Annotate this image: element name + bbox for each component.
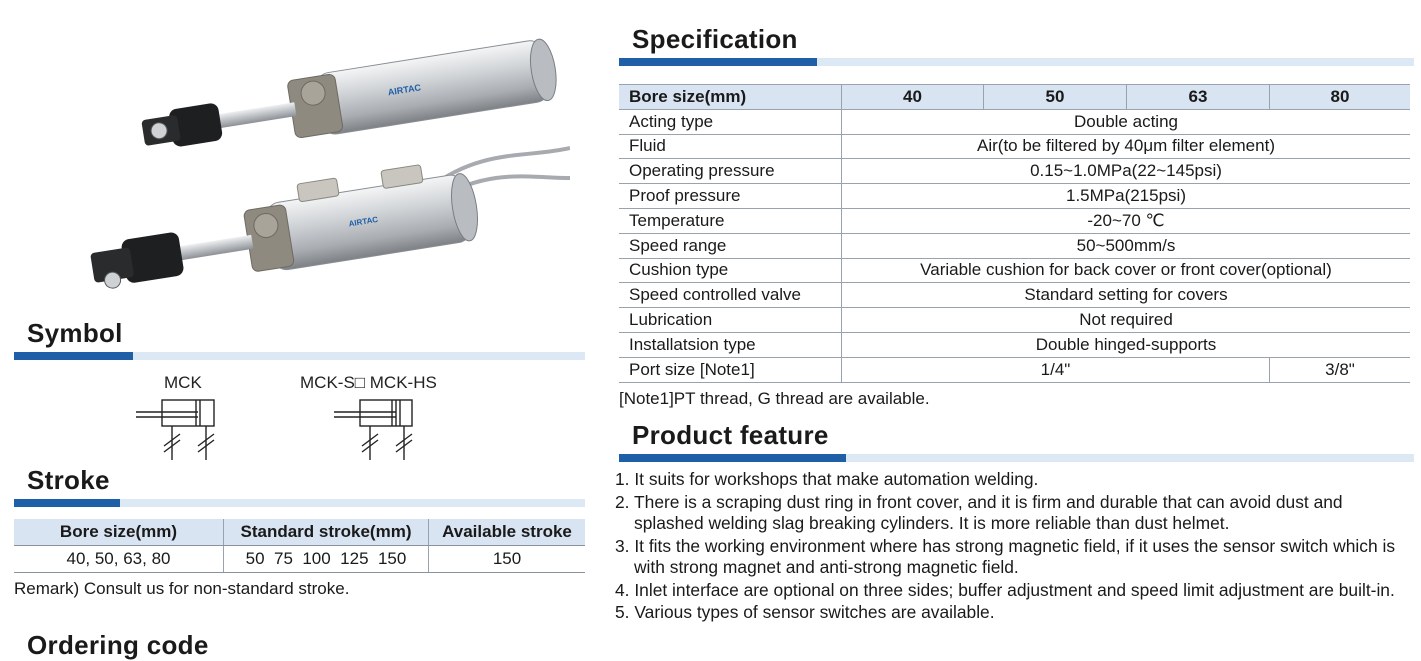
symbol-diagram-mck-s-hs	[334, 398, 420, 464]
stroke-header-standard: Standard stroke(mm)	[224, 519, 429, 546]
table-row	[619, 109, 1410, 134]
table-row	[619, 134, 1410, 159]
svg-text:AIRTAC: AIRTAC	[347, 214, 379, 229]
stroke-header-available: Available stroke	[429, 519, 586, 546]
table-row	[619, 332, 1410, 357]
spec-header-63: 63	[1127, 85, 1270, 110]
spec-header-bore: Bore size(mm)	[619, 85, 842, 110]
stroke-title-bar	[14, 499, 585, 507]
table-row	[619, 308, 1410, 333]
spec-label-fluid: Fluid	[619, 134, 842, 159]
spec-value-installation-type: Double hinged-supports	[842, 332, 1411, 357]
stroke-cell-standard: 50 75 100 125 150	[224, 546, 429, 573]
spec-value-proof-pressure: 1.5MPa(215psi)	[842, 184, 1411, 209]
symbol-title-bar	[14, 352, 585, 360]
spec-value-temperature: -20~70 ℃	[842, 208, 1411, 233]
list-item: 5. Various types of sensor switches are available.	[615, 602, 995, 622]
spec-table	[619, 84, 1410, 383]
product-photo	[60, 28, 570, 313]
table-row	[619, 208, 1410, 233]
spec-value-fluid: Air(to be filtered by 40μm filter element)	[842, 134, 1411, 159]
spec-title: Specification	[632, 24, 798, 54]
spec-label-speed-range: Speed range	[619, 233, 842, 258]
feature-title: Product feature	[632, 420, 829, 450]
feature-list	[615, 469, 1405, 625]
spec-title-bar	[619, 58, 1414, 66]
spec-label-port-size: Port size [Note1]	[619, 357, 842, 382]
stroke-cell-bore: 40, 50, 63, 80	[14, 546, 224, 573]
spec-value-operating-pressure: 0.15~1.0MPa(22~145psi)	[842, 159, 1411, 184]
spec-label-cushion-type: Cushion type	[619, 258, 842, 283]
table-row	[619, 283, 1410, 308]
spec-value-port-size-small: 1/4"	[842, 357, 1270, 382]
list-item: 4. Inlet interface are optional on three sides; buffer adjustment and speed limit adjustment are built-in.	[615, 579, 1395, 600]
spec-label-operating-pressure: Operating pressure	[619, 159, 842, 184]
feature-title-bar	[619, 454, 1414, 462]
spec-table-header	[619, 85, 1410, 110]
stroke-table	[14, 519, 585, 573]
spec-note: [Note1]PT thread, G thread are available.	[619, 389, 930, 408]
stroke-remark: Remark) Consult us for non-standard stroke.	[14, 579, 350, 598]
ordering-title: Ordering code	[27, 630, 209, 660]
symbol-diagram-mck	[136, 398, 222, 464]
spec-header-80: 80	[1270, 85, 1411, 110]
stroke-title: Stroke	[27, 465, 110, 495]
spec-value-acting-type: Double acting	[842, 109, 1411, 134]
symbol-label-mck: MCK	[164, 373, 202, 392]
spec-value-lubrication: Not required	[842, 308, 1411, 333]
stroke-header-bore: Bore size(mm)	[14, 519, 224, 546]
spec-value-speed-range: 50~500mm/s	[842, 233, 1411, 258]
brand-text: AIRTAC	[387, 82, 422, 98]
spec-value-cushion-type: Variable cushion for back cover or front cover(optional)	[842, 258, 1411, 283]
table-row	[14, 546, 585, 573]
stroke-table-header	[14, 519, 585, 546]
list-item: 2. There is a scraping dust ring in front cover, and it is firm and durable that can avoid dust and splashed welding slag breaking cylinders. It is more reliable than dust helmet.	[615, 491, 1343, 533]
stroke-cell-available: 150	[429, 546, 586, 573]
spec-label-acting-type: Acting type	[619, 109, 842, 134]
table-row	[619, 184, 1410, 209]
table-row	[619, 233, 1410, 258]
spec-value-port-size-large: 3/8"	[1270, 357, 1411, 382]
list-item: 3. It fits the working environment where has strong magnetic field, if it uses the sensor switch which is with strong magnet and anti-strong magnetic field.	[615, 535, 1396, 577]
spec-label-proof-pressure: Proof pressure	[619, 184, 842, 209]
spec-label-speed-valve: Speed controlled valve	[619, 283, 842, 308]
table-row	[619, 258, 1410, 283]
table-row	[619, 357, 1410, 382]
spec-header-40: 40	[842, 85, 984, 110]
symbol-title: Symbol	[27, 318, 123, 348]
spec-label-installation-type: Installatsion type	[619, 332, 842, 357]
table-row	[619, 159, 1410, 184]
spec-label-lubrication: Lubrication	[619, 308, 842, 333]
list-item: 1. It suits for workshops that make automation welding.	[615, 469, 1039, 489]
spec-label-temperature: Temperature	[619, 208, 842, 233]
symbol-label-mck-s-hs: MCK-S□ MCK-HS	[300, 373, 437, 392]
spec-header-50: 50	[984, 85, 1127, 110]
spec-value-speed-valve: Standard setting for covers	[842, 283, 1411, 308]
